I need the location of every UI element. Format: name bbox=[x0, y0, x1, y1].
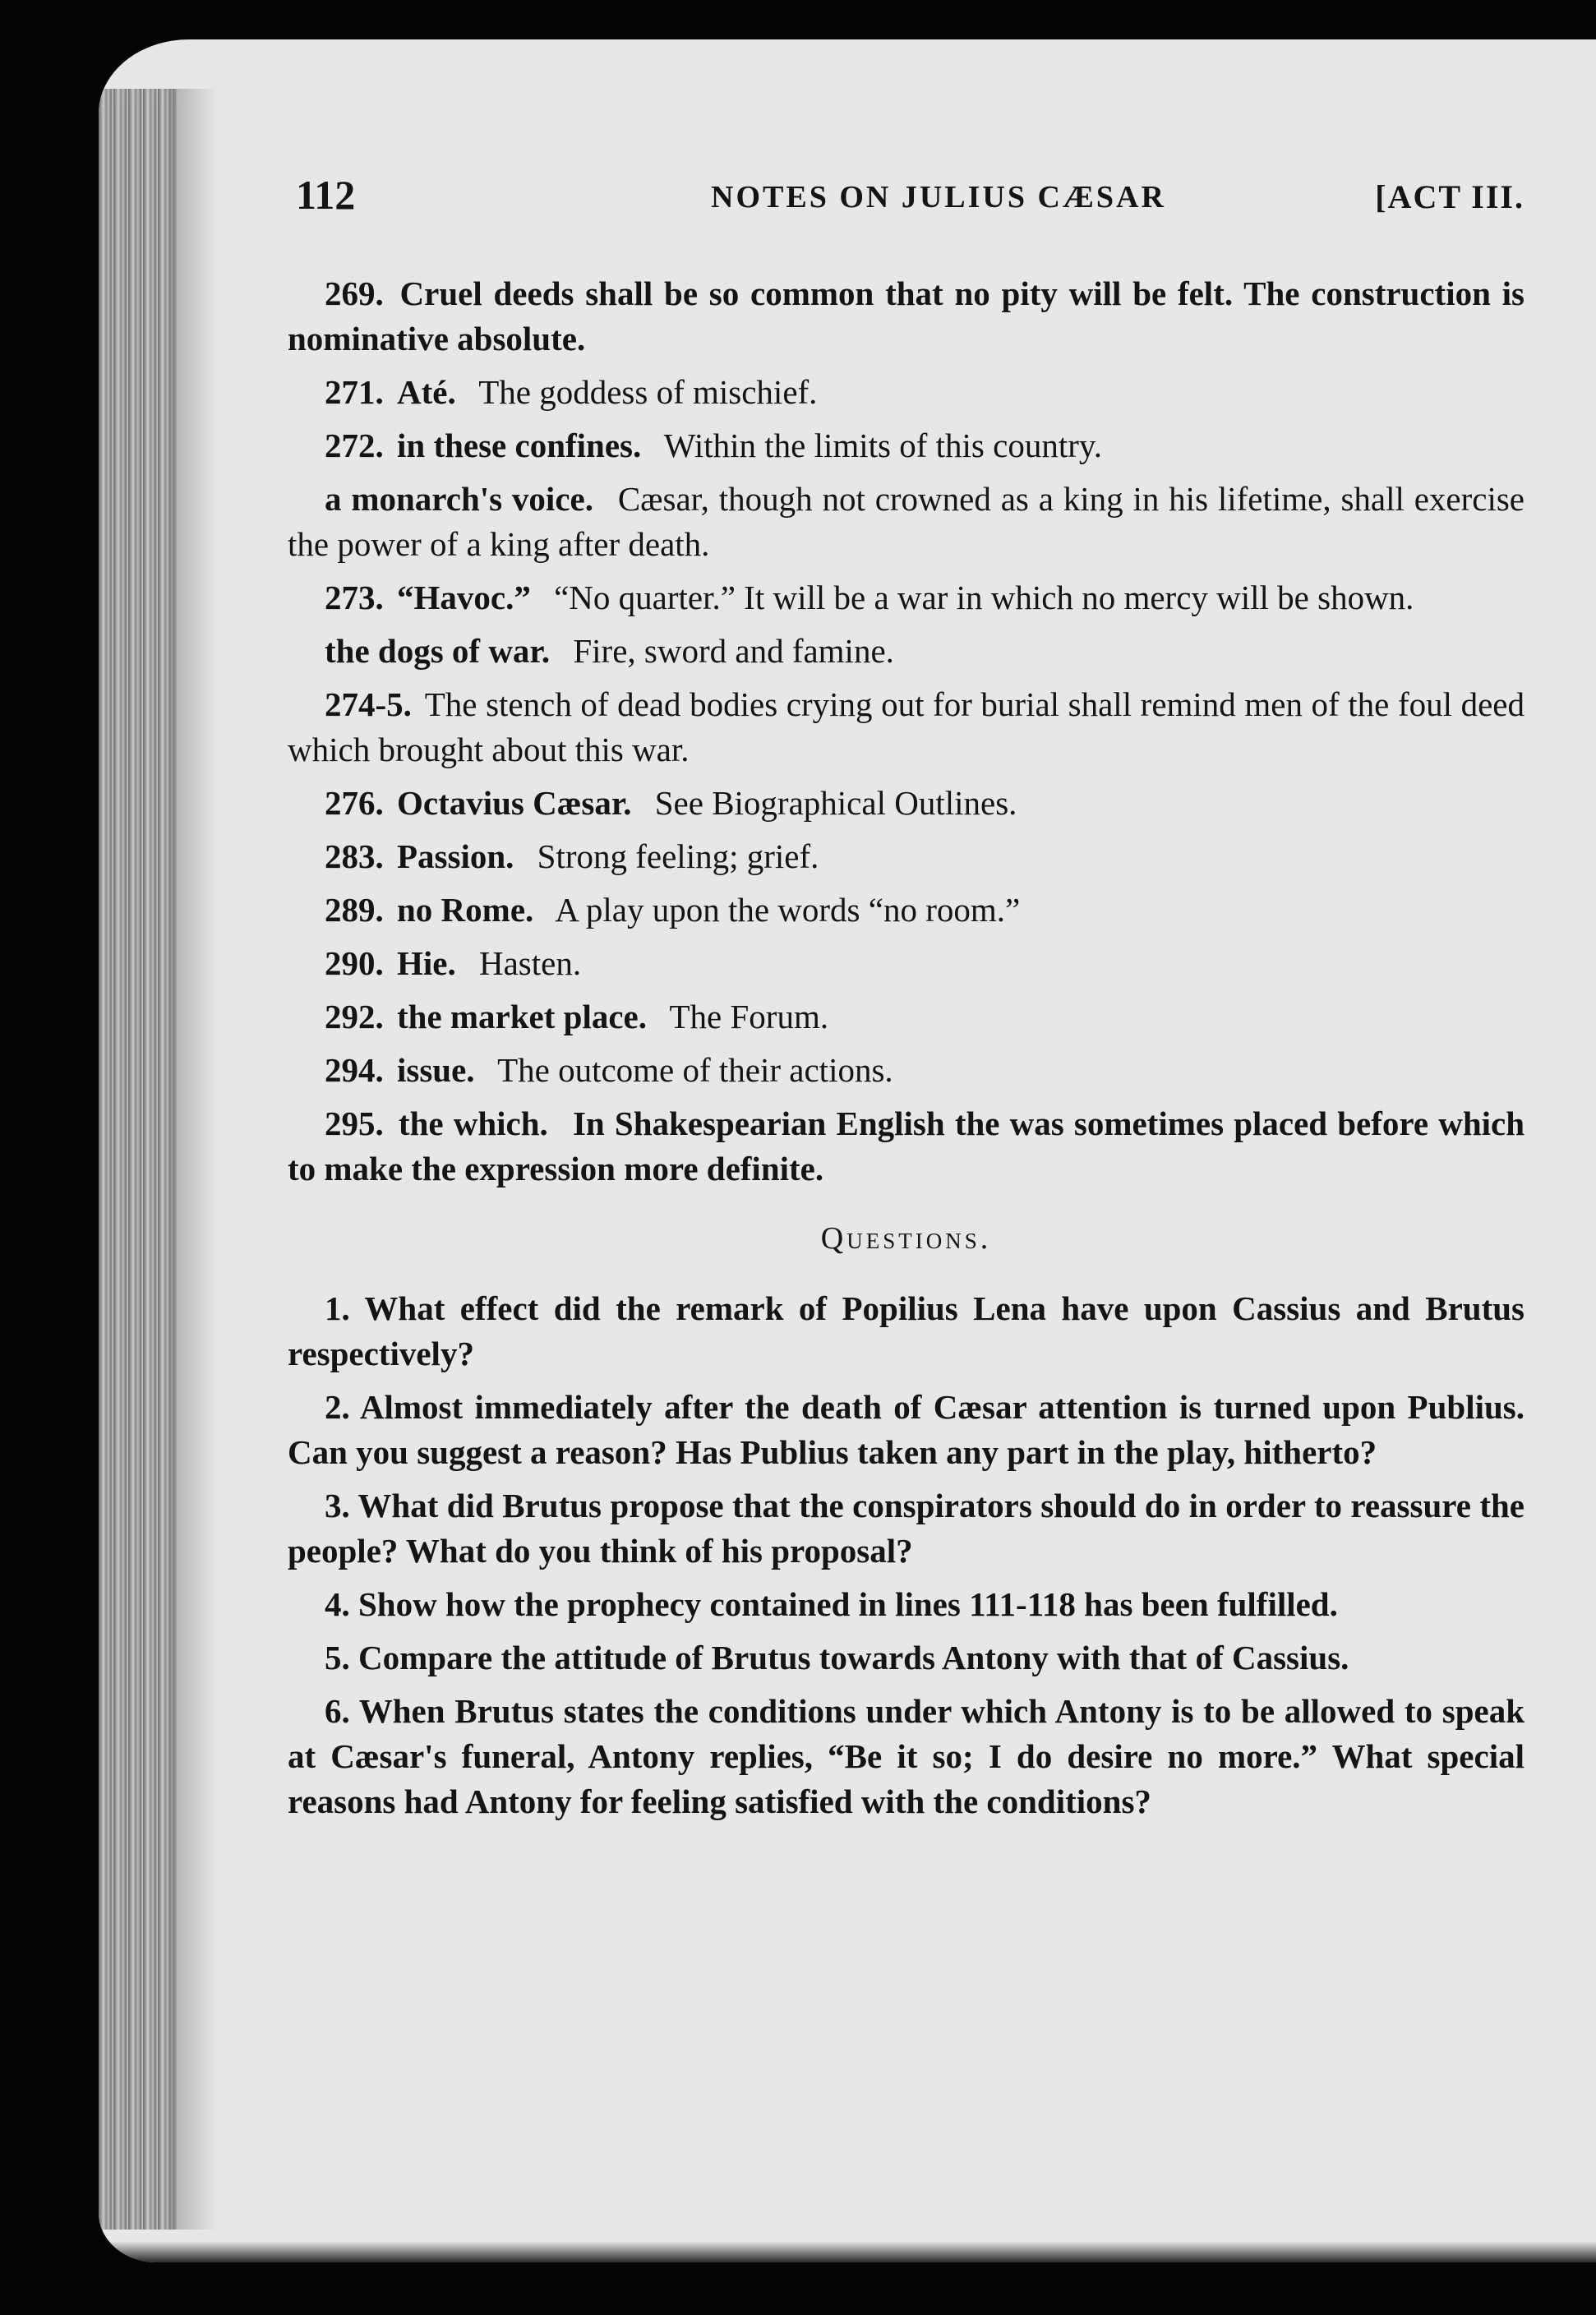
note-text: The Forum. bbox=[669, 998, 829, 1035]
note-273 bbox=[288, 575, 1525, 620]
note-lemma: issue. bbox=[397, 1051, 475, 1089]
note-text: The stench of dead bodies crying out for burial shall remind men of the foul deed which brought about this war. bbox=[288, 685, 1525, 768]
note-text: A play upon the words “no room.” bbox=[555, 891, 1021, 929]
note-line-number: 273. bbox=[325, 579, 384, 616]
note-lemma: “Havoc.” bbox=[397, 579, 531, 616]
questions-heading: Questions. bbox=[820, 1221, 992, 1256]
question-1: 1. What effect did the remark of Popilius Lena have upon Cassius and Brutus respectively? bbox=[288, 1289, 1525, 1372]
note-line-number: 274-5. bbox=[325, 685, 412, 723]
note-line-number: 269. bbox=[325, 274, 384, 312]
note-lemma: the which. bbox=[398, 1104, 548, 1142]
note-line-number: 276. bbox=[325, 784, 384, 822]
note-line-number: 289. bbox=[325, 891, 384, 929]
note-271 bbox=[288, 370, 1525, 415]
note-dogs-of-war bbox=[288, 629, 1525, 674]
note-lemma: no Rome. bbox=[397, 891, 534, 929]
note-text: The outcome of their actions. bbox=[497, 1051, 893, 1089]
note-290 bbox=[288, 941, 1525, 986]
note-294 bbox=[288, 1048, 1525, 1093]
note-text: Cruel deeds shall be so common that no pity will be felt. The construction is nominative absolute. bbox=[288, 274, 1525, 357]
question-3: 3. What did Brutus propose that the conspirators should do in order to reassure the people? What do you think of his proposal? bbox=[288, 1487, 1525, 1570]
note-269 bbox=[288, 271, 1525, 362]
note-line-number: 295. bbox=[325, 1104, 384, 1142]
note-text: In Shakespearian English the was sometimes placed before which to make the expression more definite. bbox=[288, 1104, 1525, 1187]
note-line-number: 294. bbox=[325, 1051, 384, 1089]
note-line-number: 272. bbox=[325, 427, 384, 464]
note-lemma: in these confines. bbox=[397, 427, 642, 464]
note-295 bbox=[288, 1101, 1525, 1192]
note-text: Within the limits of this country. bbox=[663, 427, 1102, 464]
note-289 bbox=[288, 888, 1525, 933]
note-text: Cæsar, though not crowned as a king in his lifetime, shall exercise the power of a king after death. bbox=[288, 480, 1525, 563]
act-label: [ACT III. bbox=[1375, 178, 1525, 215]
note-line-number: 271. bbox=[325, 373, 384, 411]
question-4: 4. Show how the prophecy contained in lines 111-118 has been fulfilled. bbox=[325, 1585, 1338, 1623]
note-272 bbox=[288, 423, 1525, 468]
note-text: Fire, sword and famine. bbox=[573, 632, 894, 670]
note-292 bbox=[288, 994, 1525, 1040]
note-lemma: a monarch's voice. bbox=[325, 480, 593, 518]
notes-body bbox=[288, 271, 1525, 1833]
note-lemma: the market place. bbox=[397, 998, 647, 1035]
note-lemma: the dogs of war. bbox=[325, 632, 551, 670]
book-page bbox=[99, 39, 1596, 2262]
note-lemma: Passion. bbox=[397, 837, 514, 875]
note-line-number: 292. bbox=[325, 998, 384, 1035]
note-276 bbox=[288, 781, 1525, 826]
note-text: “No quarter.” It will be a war in which no mercy will be shown. bbox=[554, 579, 1414, 616]
running-head bbox=[288, 171, 1525, 220]
note-text: Strong feeling; grief. bbox=[537, 837, 819, 875]
question-6: 6. When Brutus states the conditions under which Antony is to be allowed to speak at Cæsar's funeral, Antony replies, “Be it so; I do desire no more.” What special reasons had Antony for feeling satisfied with the conditions? bbox=[288, 1692, 1525, 1820]
note-lemma: Até. bbox=[397, 373, 456, 411]
question-2: 2. Almost immediately after the death of Cæsar attention is turned upon Publius. Can you suggest a reason? Has Publius taken any part in the play, hitherto? bbox=[288, 1388, 1525, 1471]
question-5: 5. Compare the attitude of Brutus towards Antony with that of Cassius. bbox=[325, 1639, 1349, 1676]
note-lemma: Octavius Cæsar. bbox=[397, 784, 632, 822]
note-283 bbox=[288, 834, 1525, 879]
note-274-5 bbox=[288, 682, 1525, 772]
note-text: The goddess of mischief. bbox=[478, 373, 818, 411]
note-lemma: Hie. bbox=[397, 944, 456, 982]
note-line-number: 283. bbox=[325, 837, 384, 875]
note-line-number: 290. bbox=[325, 944, 384, 982]
page-bottom-shadow bbox=[99, 2241, 1596, 2262]
page-number: 112 bbox=[296, 172, 356, 218]
running-title: NOTES ON JULIUS CÆSAR bbox=[711, 180, 1166, 214]
note-text: Hasten. bbox=[478, 944, 582, 982]
page-edges bbox=[99, 89, 177, 2230]
note-monarchs-voice bbox=[288, 477, 1525, 567]
note-text: See Biographical Outlines. bbox=[654, 784, 1017, 822]
